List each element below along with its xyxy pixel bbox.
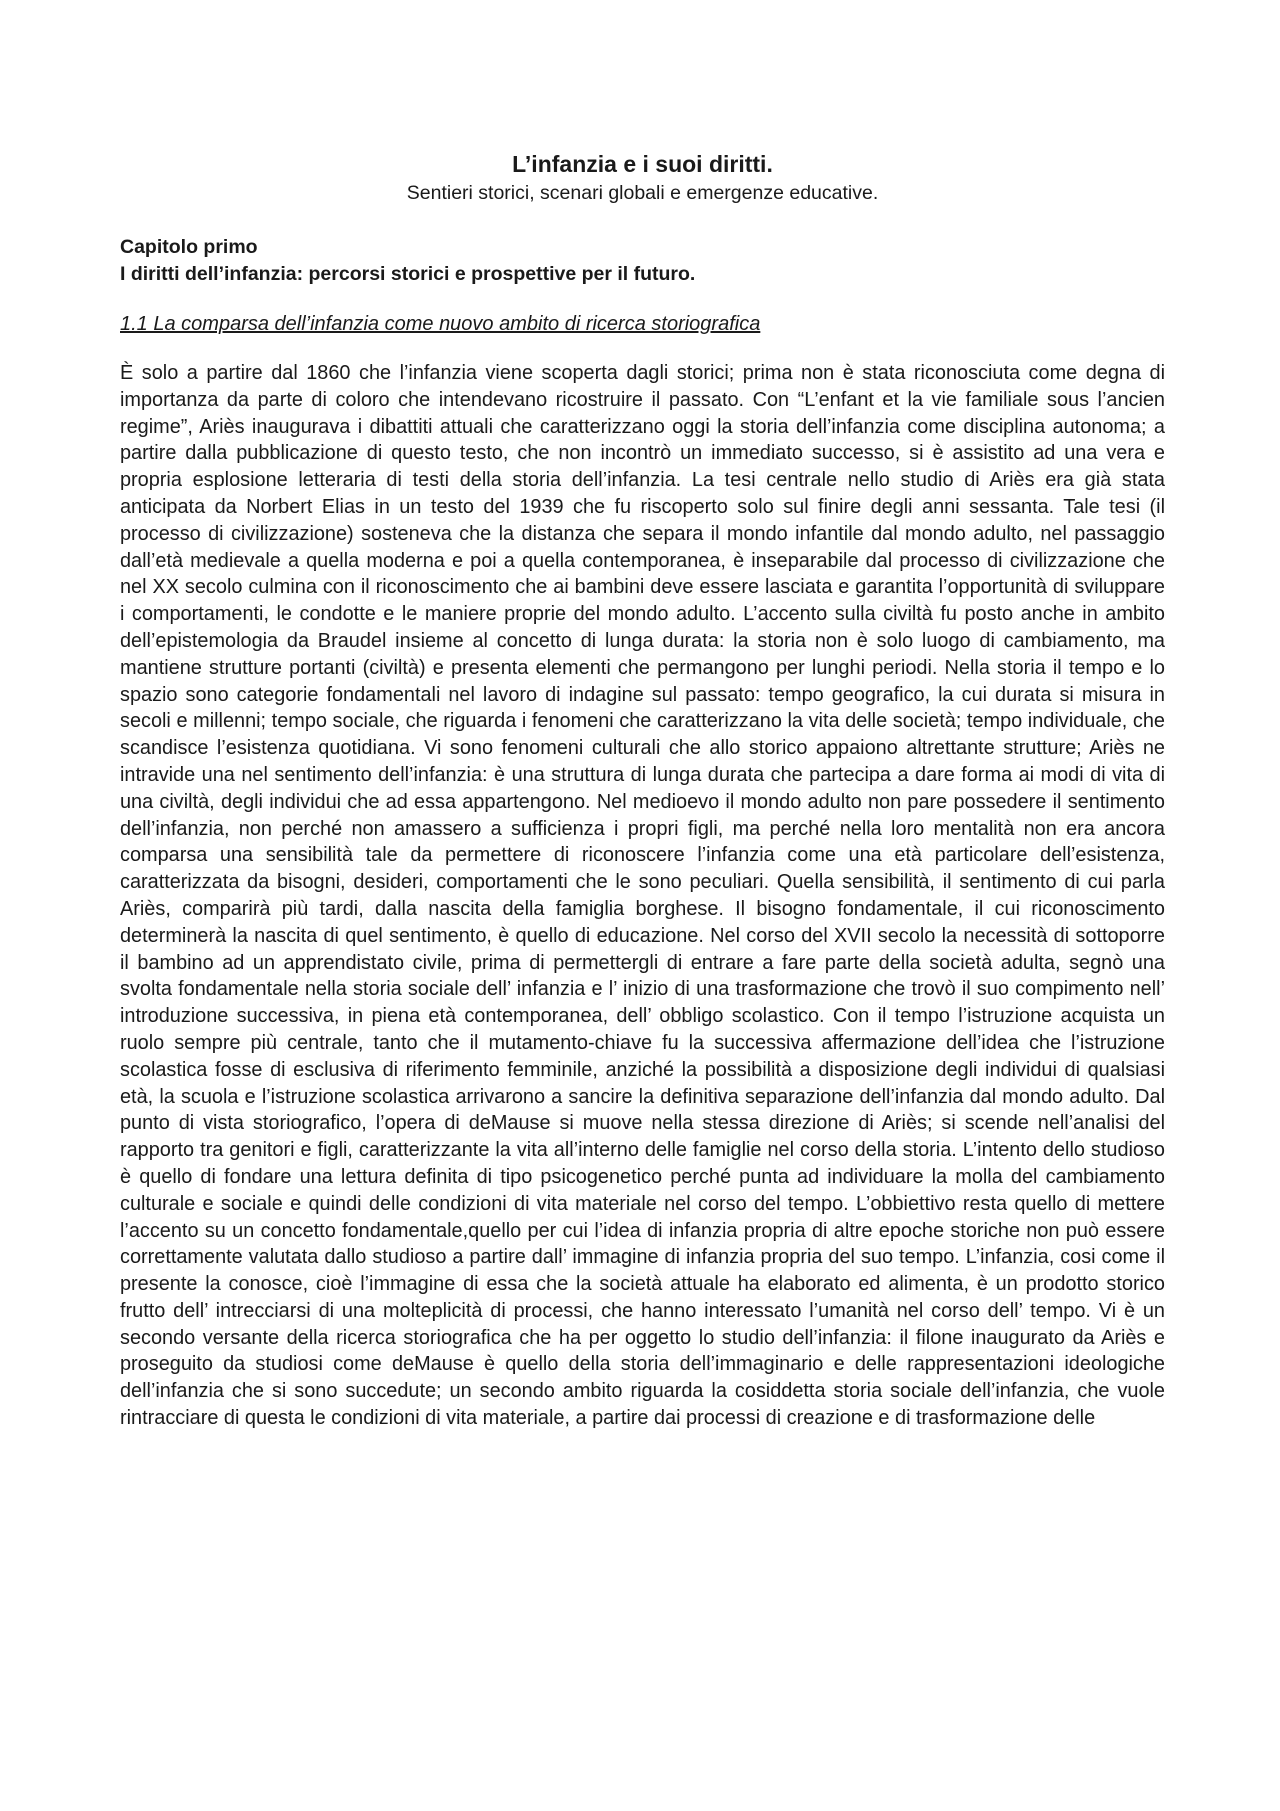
document-page [120, 150, 1165, 1432]
body-paragraph: È solo a partire dal 1860 che l’infanzia viene scoperta dagli storici; prima non è stata riconosciuta come degna di importanza da parte di coloro che intendevano ricostruire il passato. Con “L’enfant et la vie familiale sous l’ancien regime”, Ariès inaugurava i dibattiti attuali che caratterizzano oggi la storia dell’infanzia come disciplina autonoma; a partire dalla pubblicazione di questo testo, che non incontrò un immediato successo, si è assistito ad una vera e propria esplosione letteraria di testi della storia dell’infanzia. La tesi centrale nello studio di Ariès era già stata anticipata da Norbert Elias in un testo del 1939 che fu riscoperto solo sul finire degli anni sessanta. Tale tesi (il processo di civilizzazione) sosteneva che la distanza che separa il mondo infantile dal mondo adulto, nel passaggio dall’età medievale a quella moderna e poi a quella contemporanea, è inseparabile dal processo di civilizzazione che nel XX secolo culmina con il riconoscimento che ai bambini deve essere lasciata e garantita l’opportunità di sviluppare i comportamenti, le condotte e le maniere proprie del mondo adulto. L’accento sulla civiltà fu posto anche in ambito dell’epistemologia da Braudel insieme al concetto di lunga durata: la storia non è solo luogo di cambiamento, ma mantiene strutture portanti (civiltà) e presenta elementi che permangono per lunghi periodi. Nella storia il tempo e lo spazio sono categorie fondamentali nel lavoro di indagine sul passato: tempo geografico, la cui durata si misura in secoli e millenni; tempo sociale, che riguarda i fenomeni che caratterizzano la vita delle società; tempo individuale, che scandisce l’esistenza quotidiana. Vi sono fenomeni culturali che allo storico appaiono altrettante strutture; Ariès ne intravide una nel sentimento dell’infanzia: è una struttura di lunga durata che partecipa a dare forma ai modi di vita di una civiltà, degli individui che ad essa appartengono. Nel medioevo il mondo adulto non pare possedere il sentimento dell’infanzia, non perché non amassero a sufficienza i propri figli, ma perché nella loro mentalità non era ancora comparsa una sensibilità tale da permettere di riconoscere l’infanzia come una età particolare dell’esistenza, caratterizzata da bisogni, desideri, comportamenti che le sono peculiari. Quella sensibilità, il sentimento di cui parla Ariès, comparirà più tardi, dalla nascita della famiglia borghese. Il bisogno fondamentale, il cui riconoscimento determinerà la nascita di quel sentimento, è quello di educazione. Nel corso del XVII secolo la necessità di sottoporre il bambino ad un apprendistato civile, prima di permettergli di entrare a fare parte della società adulta, segnò una svolta fondamentale nella storia sociale dell’ infanzia e l’ inizio di una trasformazione che trovò il suo compimento nell’ introduzione successiva, in piena età contemporanea, dell’ obbligo scolastico. Con il tempo l’istruzione acquista un ruolo sempre più centrale, tanto che il mutamento-chiave fu la successiva affermazione dell’idea che l’istruzione scolastica fosse di esclusiva di riferimento femminile, anziché la possibilità a disposizione degli individui di qualsiasi età, la scuola e l’istruzione scolastica arrivarono a sancire la definitiva separazione dell’infanzia dal mondo adulto. Dal punto di vista storiografico, l’opera di deMause si muove nella stessa direzione di Ariès; si scende nell’analisi del rapporto tra genitori e figli, caratterizzante la vita all’interno delle famiglie nel corso della storia. L’intento dello studioso è quello di fondare una lettura definita di tipo psicogenetico perché punta ad individuare la molla del cambiamento culturale e sociale e quindi delle condizioni di vita materiale nel corso del tempo. L’obbiettivo resta quello di mettere l’accento su un concetto fondamentale,quello per cui l’idea di infanzia propria di altre epoche storiche non può essere correttamente valutata dallo studioso a partire dall’ immagine di infanzia propria del suo tempo. L’infanzia, cosi come il presente la conosce, cioè l’immagine di essa che la società attuale ha elaborato ed alimenta, è un prodotto storico frutto dell’ intrecciarsi di una molteplicità di processi, che hanno interessato l’umanità nel corso dell’ tempo. Vi è un secondo versante della ricerca storiografica che ha per oggetto lo studio dell’infanzia: il filone inaugurato da Ariès e proseguito da studiosi come deMause è quello della storia dell’immaginario e delle rappresentazioni ideologiche dell’infanzia che si sono succedute; un secondo ambito riguarda la cosiddetta storia sociale dell’infanzia, che vuole rintracciare di questa le condizioni di vita materiale, a partire dai processi di creazione e di trasformazione delle [120, 362, 1165, 1430]
chapter-heading [120, 234, 1165, 288]
document-subtitle: Sentieri storici, scenari globali e emergenze educative. [406, 182, 879, 204]
chapter-title: I diritti dell’infanzia: percorsi storici e prospettive per il futuro. [120, 263, 696, 285]
section-heading: 1.1 La comparsa dell’infanzia come nuovo ambito di ricerca storiografica [120, 313, 761, 335]
chapter-label: Capitolo primo [120, 236, 258, 258]
body-text [120, 360, 1165, 1432]
document-title: L’infanzia e i suoi diritti. [512, 151, 773, 177]
